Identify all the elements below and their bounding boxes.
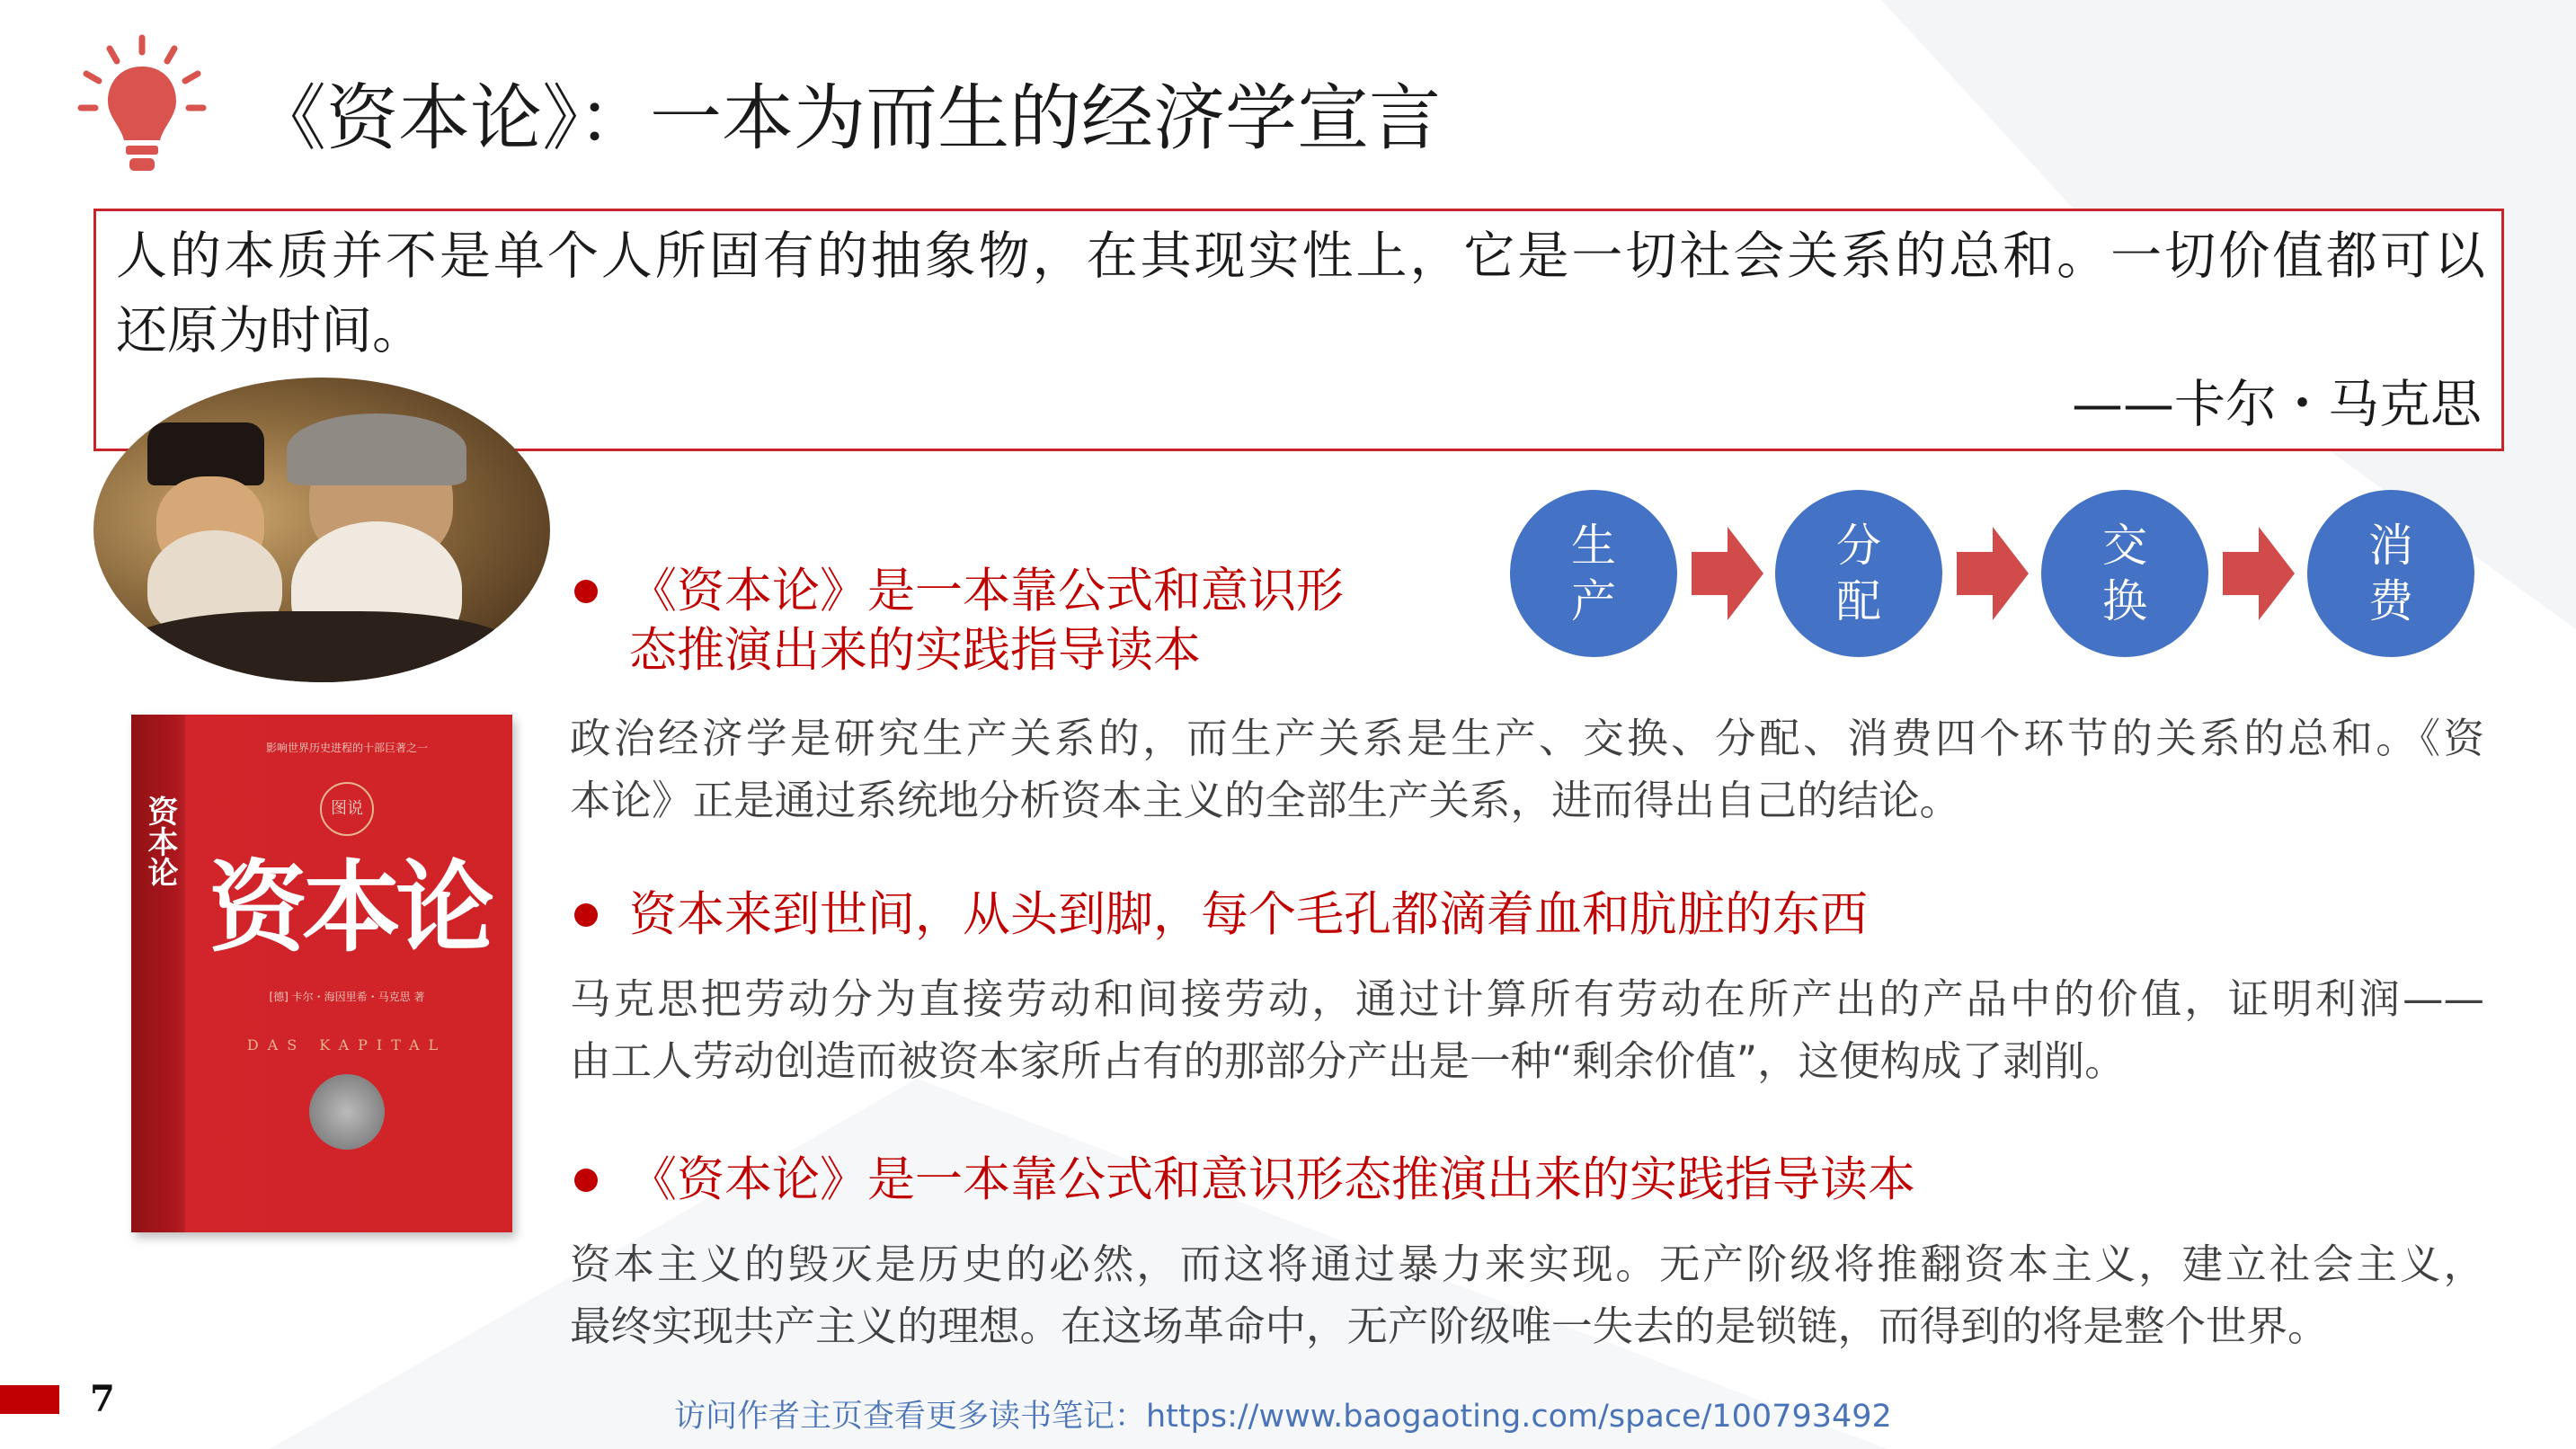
body-line: 马克思把劳动分为直接劳动和间接劳动，通过计算所有劳动在所产出的产品中的价值，证明利润—— [570, 975, 2484, 1023]
flow-step-consumption [2307, 490, 2474, 657]
section-heading: 《资本论》是一本靠公式和意识形 [629, 564, 1344, 618]
quote-attribution: ——卡尔・马克思 [2072, 375, 2482, 434]
flow-step-distribution [1775, 490, 1942, 657]
book-tagline: 影响世界历史进程的十部巨著之一 [265, 742, 428, 754]
section-heading: 《资本论》是一本靠公式和意识形态推演出来的实践指导读本 [629, 1152, 1915, 1207]
body-line: 本论》正是通过系统地分析资本主义的全部生产关系，进而得出自己的结论。 [570, 777, 1961, 824]
arrow-right-icon [2223, 527, 2295, 620]
page-title: 《资本论》：一本为而生的经济学宣言 [254, 76, 1441, 160]
marx-engels-portrait [93, 378, 550, 682]
book-latin-title: DAS KAPITAL [246, 1036, 448, 1053]
flow-step-label: 消 [2368, 520, 2413, 572]
flow-step-label: 交 [2102, 520, 2147, 572]
flow-step-label: 分 [1836, 520, 1881, 572]
arrow-right-icon [1957, 527, 2029, 620]
book-illustration [309, 1074, 385, 1150]
flow-step-production [1510, 490, 1677, 657]
book-author: [德] 卡尔・海因里希・马克思 著 [269, 991, 425, 1003]
das-kapital-book-cover [131, 715, 512, 1232]
book-seal: 图说 [320, 782, 374, 836]
body-line: 政治经济学是研究生产关系的，而生产关系是生产、交换、分配、消费四个环节的关系的总和。《资 [570, 715, 2484, 762]
arrow-right-icon [1692, 527, 1763, 620]
body-line: 资本主义的毁灭是历史的必然，而这将通过暴力来实现。无产阶级将推翻资本主义，建立社会主义， [570, 1240, 2484, 1288]
author-page-link[interactable]: 访问作者主页查看更多读书笔记：https://www.baogaoting.com/space/100793492 [674, 1399, 1892, 1435]
flow-step-label: 费 [2368, 575, 2413, 627]
bullet-icon [574, 1169, 598, 1192]
body-line: 由工人劳动创造而被资本家所占有的那部分产出是一种“剩余价值”，这便构成了剥削。 [570, 1037, 2126, 1085]
flow-step-label: 产 [1571, 575, 1616, 627]
page-number: 7 [90, 1378, 115, 1420]
bullet-icon [574, 580, 598, 603]
section-heading: 态推演出来的实践指导读本 [629, 623, 1201, 678]
quote-line: 人的本质并不是单个人所固有的抽象物，在其现实性上，它是一切社会关系的总和。一切价值都可以 [116, 227, 2485, 286]
flow-step-label: 生 [1571, 520, 1616, 572]
section-heading: 资本来到世间，从头到脚，每个毛孔都滴着血和肮脏的东西 [629, 887, 1868, 942]
section-body [570, 1233, 2484, 1357]
flow-step-exchange [2041, 490, 2208, 657]
section-body [570, 968, 2484, 1092]
body-line: 最终实现共产主义的理想。在这场革命中，无产阶级唯一失去的是锁链，而得到的将是整个世界。 [570, 1302, 2329, 1350]
quote-line: 还原为时间。 [116, 301, 423, 360]
flow-step-label: 配 [1836, 575, 1881, 627]
book-title: 资本论 [209, 850, 489, 965]
section-body [570, 707, 2484, 831]
lightbulb-icon [77, 34, 207, 178]
flow-step-label: 换 [2102, 575, 2147, 627]
book-spine-title: 资本论 [142, 796, 178, 887]
footer-accent-bar [0, 1385, 59, 1414]
bullet-icon [574, 903, 598, 927]
